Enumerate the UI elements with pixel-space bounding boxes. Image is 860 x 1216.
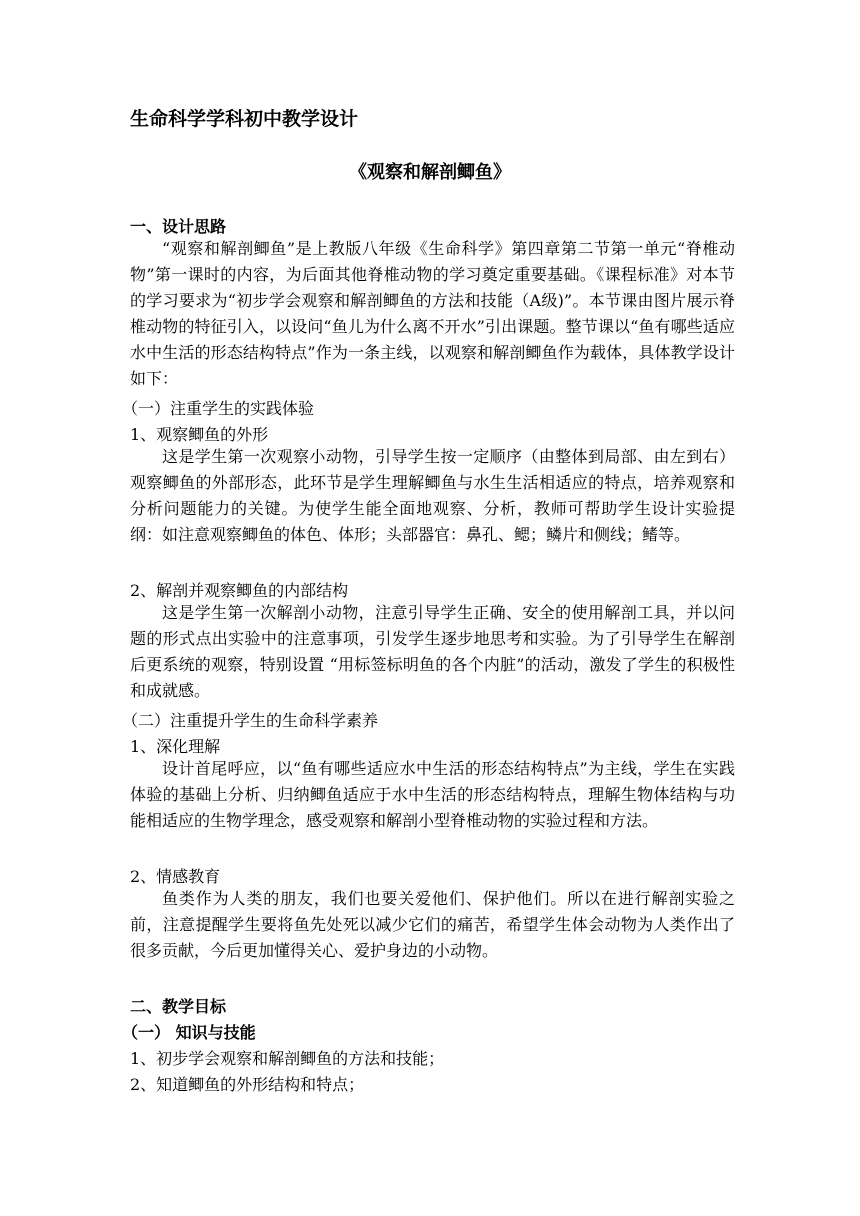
item-understanding-title: 1、深化理解 [130, 737, 221, 756]
item-emotion-text: 鱼类作为人类的朋友，我们也要关爱他们、保护他们。所以在进行解剖实验之前，注意提醒学生要将鱼先处死以减少它们的痛苦，希望学生体会动物为人类作出了很多贡献，今后更加懂得关心、爱护身边的小动物。 [130, 889, 735, 960]
section-heading-goals: 二、教学目标 [130, 997, 227, 1016]
goal-item-1: 1、初步学会观察和解剖鲫鱼的方法和技能； [130, 1049, 445, 1068]
design-intro-paragraph: “观察和解剖鲫鱼”是上教版八年级《生命科学》第四章第二节第一单元“脊椎动物”第一课时的内容，为后面其他脊椎动物的学习奠定重要基础。《课程标准》对本节的学习要求为“初步学会观察和解剖鲫鱼的方法和技能（A级)”。本节课由图片展示脊椎动物的特征引入，以设问“鱼儿为什么离不开水”引出课题。整节课以“鱼有哪些适应水中生活的形态结构特点”作为一条主线，以观察和解剖鲫鱼作为载体，具体教学设计如下： [130, 239, 735, 388]
document-title: 《观察和解剖鲫鱼》 [349, 162, 511, 183]
item-observe-title: 1、观察鲫鱼的外形 [130, 425, 269, 444]
document-header: 生命科学学科初中教学设计 [130, 108, 359, 130]
subsection-literacy: （二）注重提升学生的生命科学素养 [122, 711, 379, 730]
subsection-knowledge-skills: （一） 知识与技能 [122, 1023, 256, 1042]
item-observe-text: 这是学生第一次观察小动物，引导学生按一定顺序（由整体到局部、由左到右）观察鲫鱼的外部形态，此环节是学生理解鲫鱼与水生生活相适应的特点，培养观察和分析问题能力的关键。为使学生能全面地观察、分析，教师可帮助学生设计实验提纲：如注意观察鲫鱼的体色、体形；头部器官：鼻孔、鳃；鳞片和侧线；鳍等。 [130, 447, 735, 544]
goal-item-2: 2、知道鲫鱼的外形结构和特点； [130, 1075, 365, 1094]
section-heading-design-ideas: 一、设计思路 [130, 217, 227, 236]
item-dissect-text: 这是学生第一次解剖小动物，注意引导学生正确、安全的使用解剖工具，并以问题的形式点出实验中的注意事项，引发学生逐步地思考和实验。为了引导学生在解剖后更系统的观察，特别设置 “用标签标明鱼的各个内脏”的活动，激发了学生的积极性和成就感。 [130, 603, 735, 700]
item-emotion-title: 2、情感教育 [130, 867, 221, 886]
item-understanding-text: 设计首尾呼应，以“鱼有哪些适应水中生活的形态结构特点”为主线，学生在实践体验的基础上分析、归纳鲫鱼适应于水中生活的形态结构特点，理解生物体结构与功能相适应的生物学理念，感受观察和解剖小型脊椎动物的实验过程和方法。 [130, 759, 735, 830]
subsection-practice: （一）注重学生的实践体验 [122, 399, 315, 418]
item-dissect-title: 2、解剖并观察鲫鱼的内部结构 [130, 581, 349, 600]
